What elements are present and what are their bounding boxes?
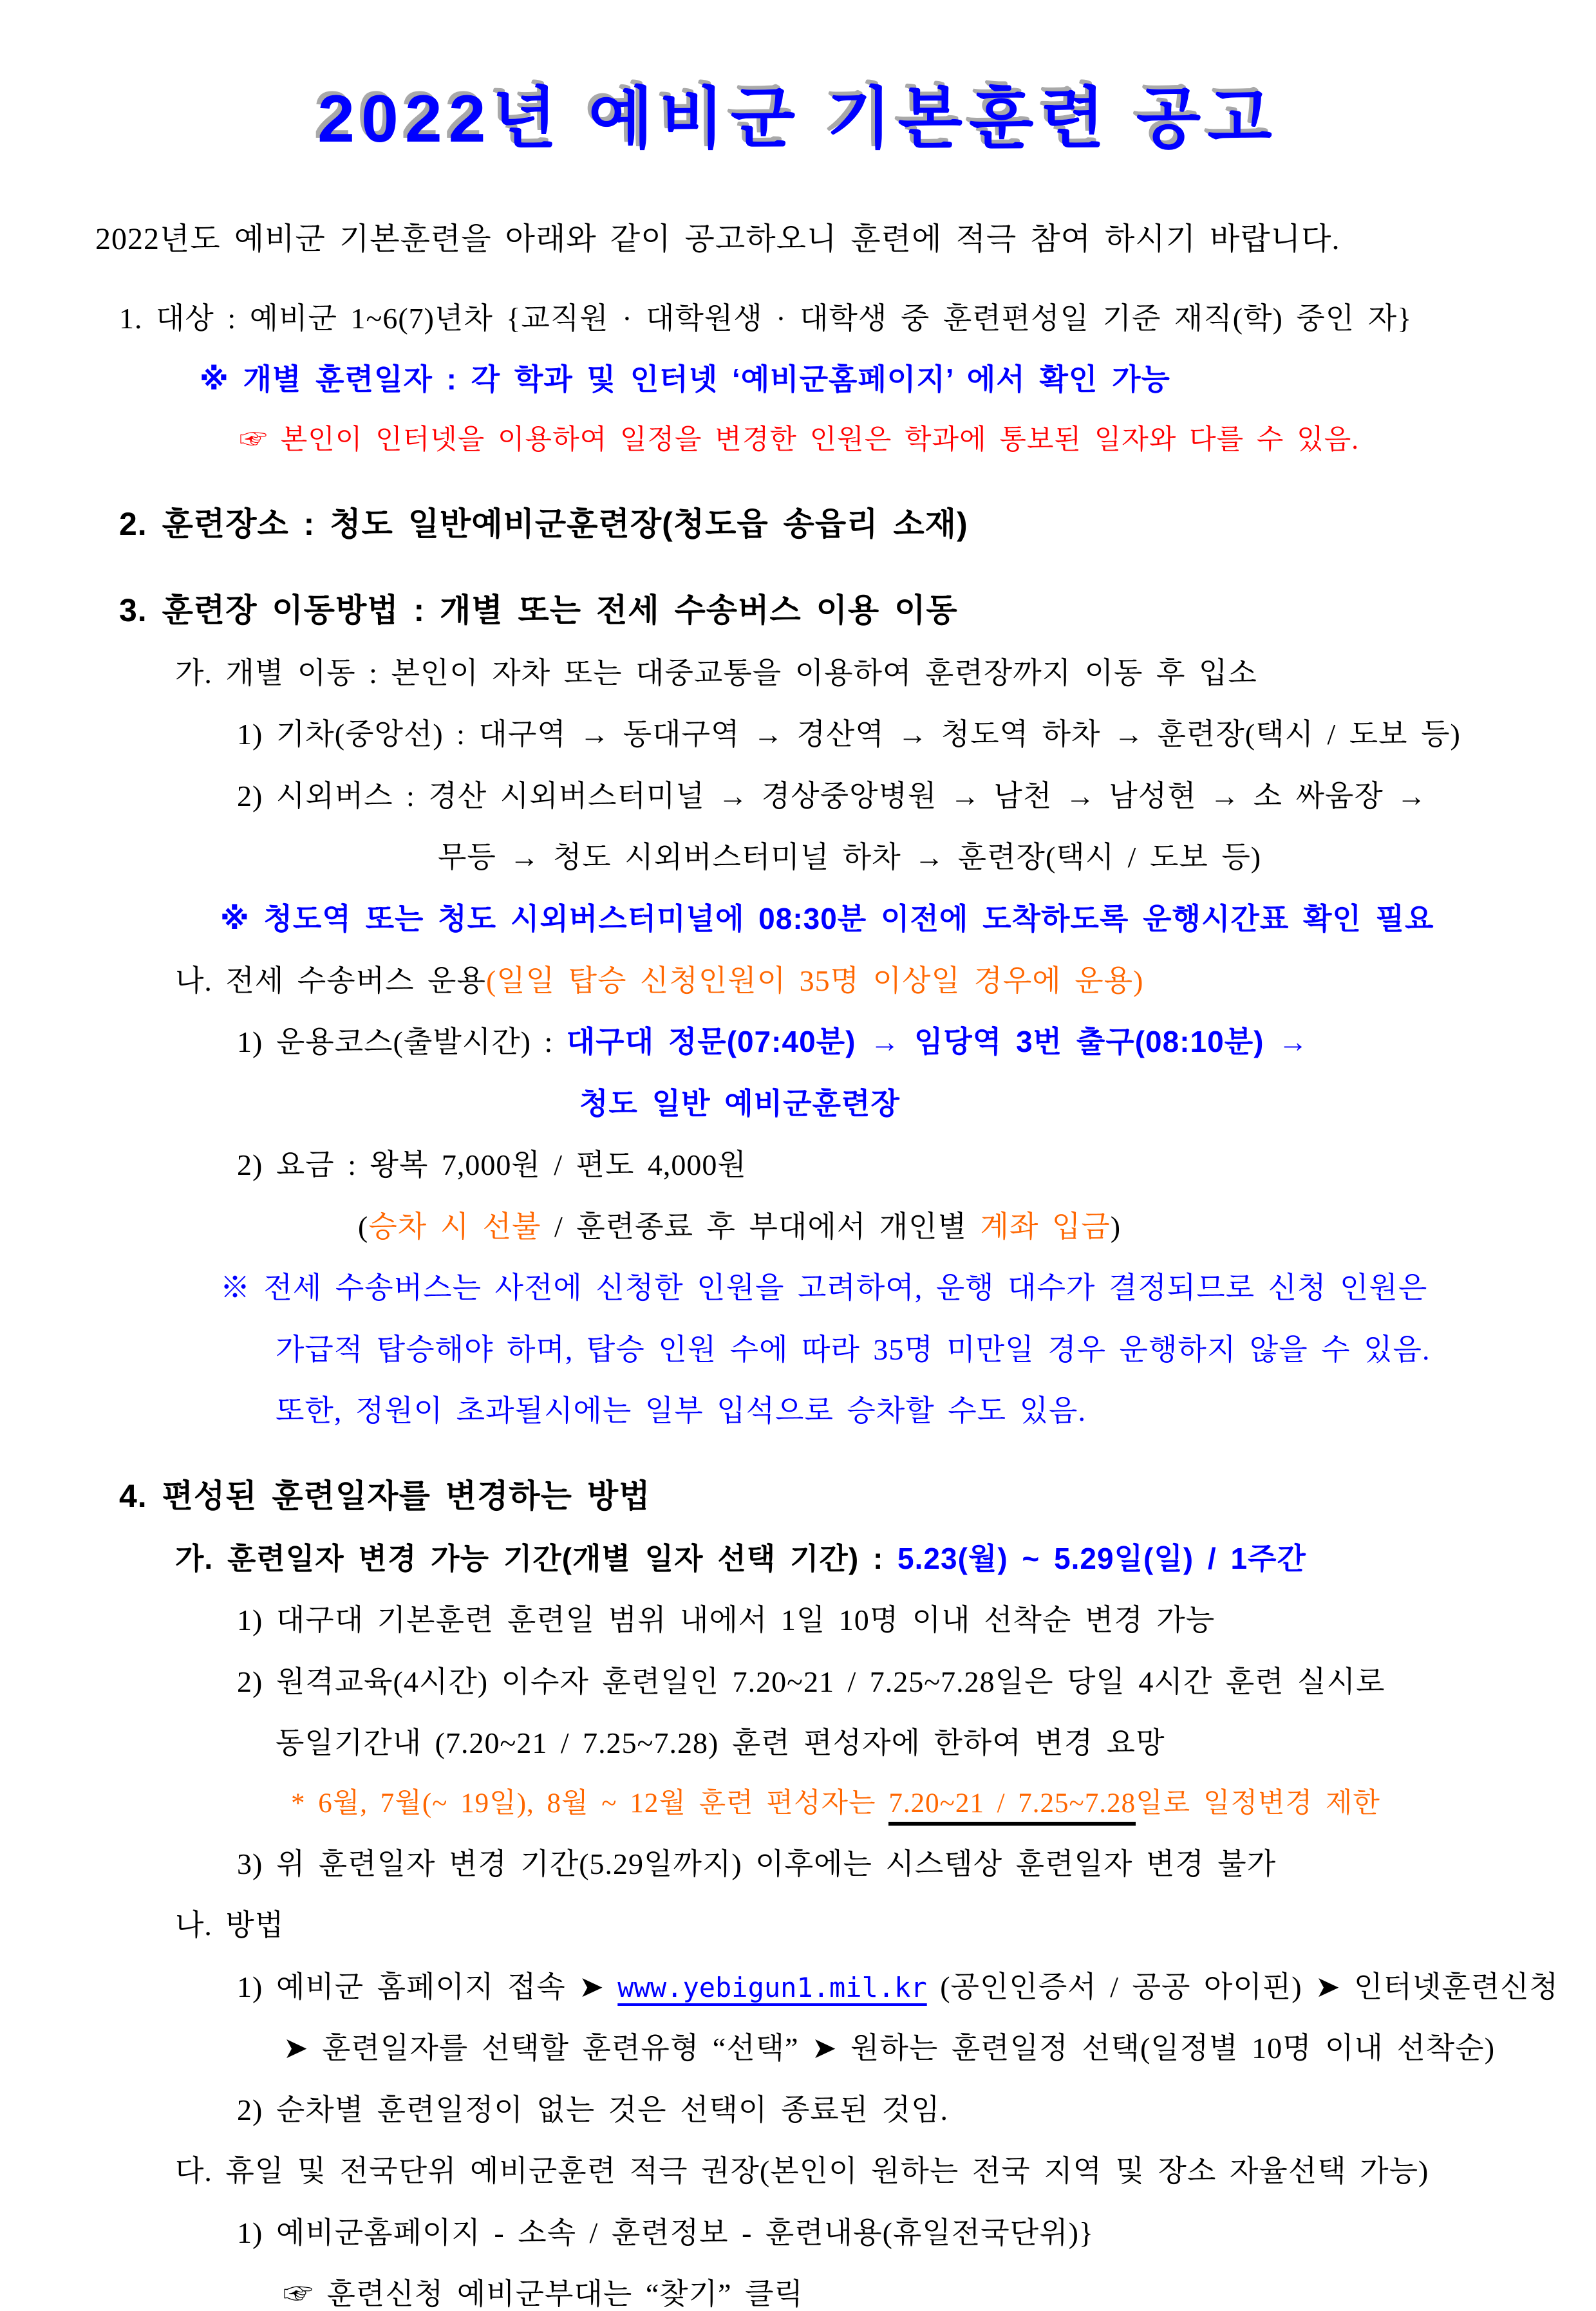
pointing-hand-icon: ☞	[239, 424, 268, 455]
schedule-change-warning	[239, 425, 1506, 456]
homepage-access-item	[237, 1970, 1559, 2004]
train-route-item: 1) 기차(중앙선) : 대구역 → 동대구역 → 경산역 → 청도역 하차 → 훈련장(택시 / 도보 등)	[237, 718, 1461, 751]
charter-note-line-2: 가급적 탑승해야 하며, 탑승 인원 수에 따라 35명 미만일 경우 운행하지 않을 수 있음.	[276, 1333, 1431, 1366]
bus-course-destination: 청도 일반 예비군훈련장	[579, 1086, 900, 1120]
fare-note-open-paren: (	[358, 1210, 369, 1243]
individual-date-note: ※ 개별 훈련일자 : 각 학과 및 인터넷 ‘예비군홈페이지’ 에서 확인 가능	[200, 362, 1170, 397]
yebigun-homepage-link[interactable]: www.yebigun1.mil.kr	[617, 1971, 927, 2003]
section-4-heading: 4. 편성된 훈련일자를 변경하는 방법	[119, 1477, 651, 1514]
pointing-hand-icon: ☞	[283, 2278, 314, 2311]
bus-course-label: 1) 운용코스(출발시간) :	[237, 1025, 567, 1059]
homepage-access-prefix: 1) 예비군 홈페이지 접속 ➤	[237, 1970, 618, 2003]
section-2-heading: 2. 훈련장소 : 청도 일반예비군훈련장(청도읍 송읍리 소재)	[119, 505, 968, 542]
change-period-label: 가. 훈련일자 변경 가능 기간(개별 일자 선택 기간) :	[175, 1541, 898, 1575]
arrival-time-note: ※ 청도역 또는 청도 시외버스터미널에 08:30분 이전에 도착하도록 운행시간표 확인 필요	[220, 902, 1434, 935]
restriction-dates-underlined: 7.20~21 / 7.25~7.28	[888, 1788, 1136, 1826]
holiday-training-item-2-text: 훈련신청 예비군부대는 “찾기” 클릭	[326, 2278, 803, 2311]
charter-note-line-1: ※ 전세 수송버스는 사전에 신청한 인원을 고려하여, 운행 대수가 결정되므로 신청 인원은	[220, 1271, 1428, 1305]
bus-course-item	[237, 1025, 1506, 1059]
fare-note-middle-text: / 훈련종료 후 부대에서 개인별	[541, 1210, 981, 1243]
individual-travel-item: 가. 개별 이동 : 본인이 자차 또는 대중교통을 이용하여 훈련장까지 이동 후 입소	[175, 656, 1257, 689]
fare-account-text: 계좌 입금	[980, 1210, 1111, 1243]
change-item-3: 3) 위 훈련일자 변경 기간(5.29일까지) 이후에는 시스템상 훈련일자 변경 불가	[237, 1847, 1277, 1880]
fare-item: 2) 요금 : 왕복 7,000원 / 편도 4,000원	[237, 1148, 747, 1182]
schedule-restriction-note	[291, 1788, 1506, 1819]
charter-bus-label: 나. 전세 수송버스 운용	[175, 964, 486, 997]
section-1-heading: 1. 대상 : 예비군 1~6(7)년차 {교직원 · 대학원생 · 대학생 중 훈련편성일 기준 재직(학) 중인 자}	[119, 301, 1413, 335]
holiday-training-heading: 다. 휴일 및 전국단위 예비군훈련 적극 권장(본인이 원하는 전국 지역 및 장소 자율선택 가능)	[175, 2155, 1429, 2188]
fare-note-close-paren: )	[1110, 1210, 1122, 1243]
holiday-training-item-2	[283, 2278, 1506, 2311]
change-item-1: 1) 대구대 기본훈련 훈련일 범위 내에서 1일 10명 이내 선착순 변경 가능	[237, 1604, 1216, 1637]
charter-bus-item	[175, 964, 1506, 998]
page-title: 2022년 예비군 기본훈련 공고	[317, 82, 1279, 156]
homepage-access-suffix: (공인인증서 / 공공 아이핀) ➤ 인터넷훈련신청	[926, 1970, 1559, 2003]
bus-course-route: 대구대 정문(07:40분) → 임당역 3번 출구(08:10분) →	[566, 1025, 1309, 1059]
restriction-prefix: * 6월, 7월(~ 19일), 8월 ~ 12월 훈련 편성자는	[291, 1788, 889, 1819]
homepage-access-continuation: ➤ 훈련일자를 선택할 훈련유형 “선택” ➤ 원하는 훈련일정 선택(일정별 10명 이내 선착순)	[283, 2032, 1496, 2065]
charter-bus-condition: (일일 탑승 신청인원이 35명 이상일 경우에 운용)	[485, 964, 1144, 997]
change-period-value: 5.23(월) ~ 5.29일(일) / 1주간	[897, 1541, 1306, 1575]
remote-education-item-line-2: 동일기간내 (7.20~21 / 7.25~7.28) 훈련 편성자에 한하여 변경 요망	[276, 1726, 1165, 1760]
restriction-suffix: 일로 일정변경 제한	[1136, 1788, 1380, 1819]
remote-education-item-line-1: 2) 원격교육(4시간) 이수자 훈련일인 7.20~21 / 7.25~7.28일은 당일 4시간 훈련 실시로	[237, 1665, 1385, 1698]
intercity-bus-route-item: 2) 시외버스 : 경산 시외버스터미널 → 경상중앙병원 → 남천 → 남성현 → 소 싸움장 →	[237, 779, 1427, 812]
intercity-bus-route-continuation: 무등 → 청도 시외버스터미널 하차 → 훈련장(택시 / 도보 등)	[438, 841, 1262, 874]
charter-note-line-3: 또한, 정원이 초과될시에는 일부 입석으로 승차할 수도 있음.	[276, 1394, 1086, 1428]
fare-prepay-text: 승차 시 선불	[368, 1210, 541, 1243]
method-item-2: 2) 순차별 훈련일정이 없는 것은 선택이 종료된 것임.	[237, 2093, 949, 2126]
intro-text: 2022년도 예비군 기본훈련을 아래와 같이 공고하오니 훈련에 적극 참여 하시기 바랍니다.	[95, 222, 1340, 256]
change-period-item	[175, 1542, 1506, 1576]
fare-payment-note	[358, 1210, 1506, 1244]
schedule-change-warning-text: 본인이 인터넷을 이용하여 일정을 변경한 인원은 학과에 통보된 일자와 다를 수 있음.	[280, 424, 1360, 455]
section-3-heading: 3. 훈련장 이동방법 : 개별 또는 전세 수송버스 이용 이동	[119, 592, 958, 628]
holiday-training-item-1: 1) 예비군홈페이지 - 소속 / 훈련정보 - 훈련내용(휴일전국단위)}	[237, 2216, 1094, 2249]
method-heading: 나. 방법	[175, 1909, 285, 1942]
